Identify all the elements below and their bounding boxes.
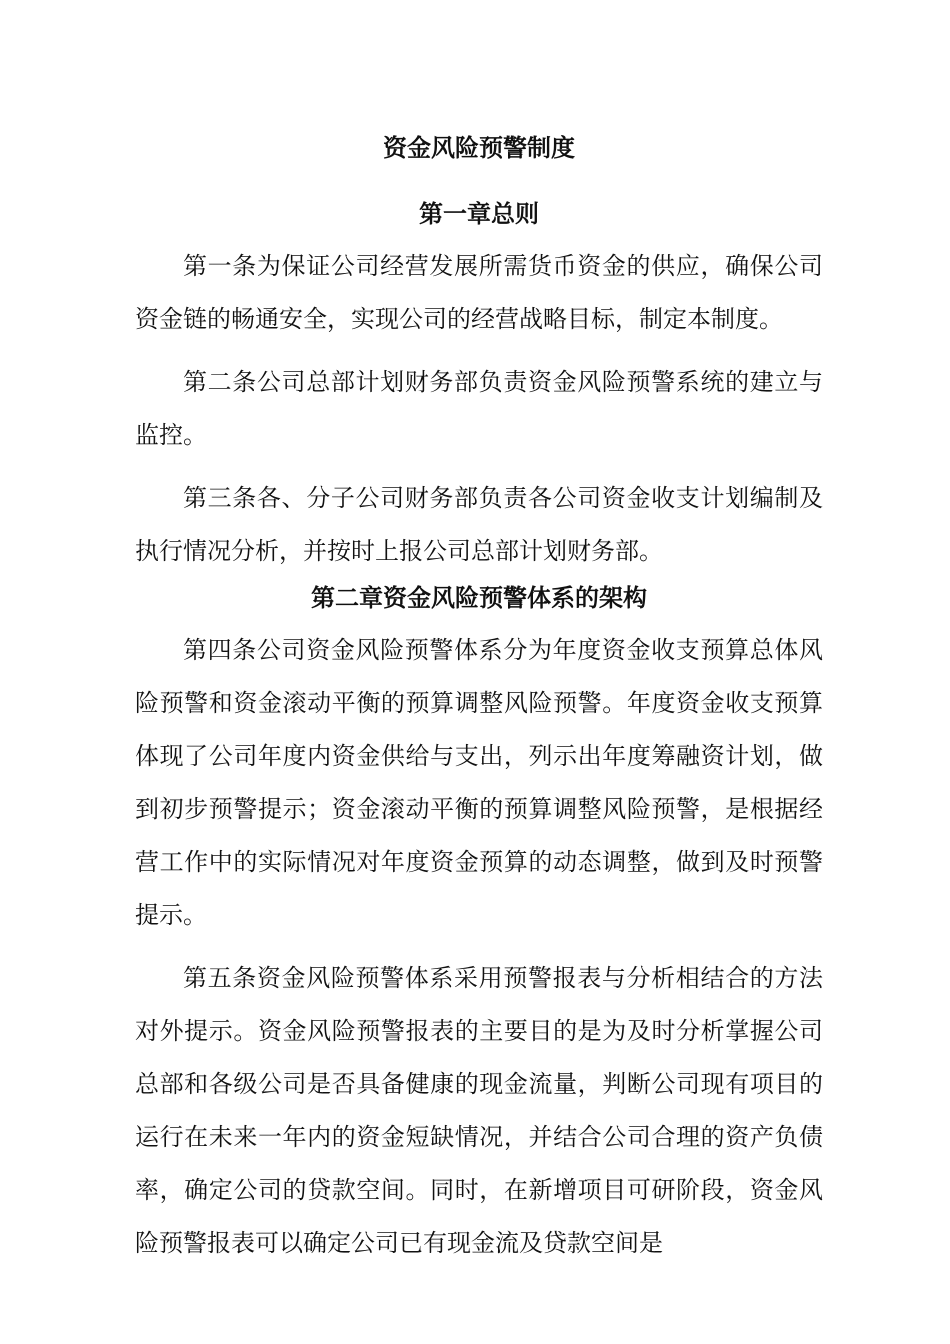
article-2: 第二条公司总部计划财务部负责资金风险预警系统的建立与监控。 xyxy=(135,368,823,449)
document-title: 资金风险预警制度 xyxy=(383,134,575,162)
article-1: 第一条为保证公司经营发展所需货币资金的供应，确保公司资金链的畅通安全，实现公司的经营战略目标，制定本制度。 xyxy=(135,252,823,333)
chapter-heading-2: 第二章资金风险预警体系的架构 xyxy=(311,584,647,612)
article-5: 第五条资金风险预警体系采用预警报表与分析相结合的方法对外提示。资金风险预警报表的主要目的是为及时分析掌握公司总部和各级公司是否具备健康的现金流量，判断公司现有项目的运行在未来一年内的资金短缺情况，并结合公司合理的资产负债率，确定公司的贷款空间。同时，在新增项目可研阶段，资金风险预警报表可以确定公司已有现金流及贷款空间是 xyxy=(135,964,823,1257)
article-4: 第四条公司资金风险预警体系分为年度资金收支预算总体风险预警和资金滚动平衡的预算调整风险预警。年度资金收支预算体现了公司年度内资金供给与支出，列示出年度筹融资计划，做到初步预警提示；资金滚动平衡的预算调整风险预警，是根据经营工作中的实际情况对年度资金预算的动态调整，做到及时预警提示。 xyxy=(135,636,823,929)
article-3: 第三条各、分子公司财务部负责各公司资金收支计划编制及执行情况分析，并按时上报公司总部计划财务部。 xyxy=(135,484,823,565)
document-page xyxy=(135,120,823,1270)
chapter-heading-1: 第一章总则 xyxy=(419,200,539,228)
